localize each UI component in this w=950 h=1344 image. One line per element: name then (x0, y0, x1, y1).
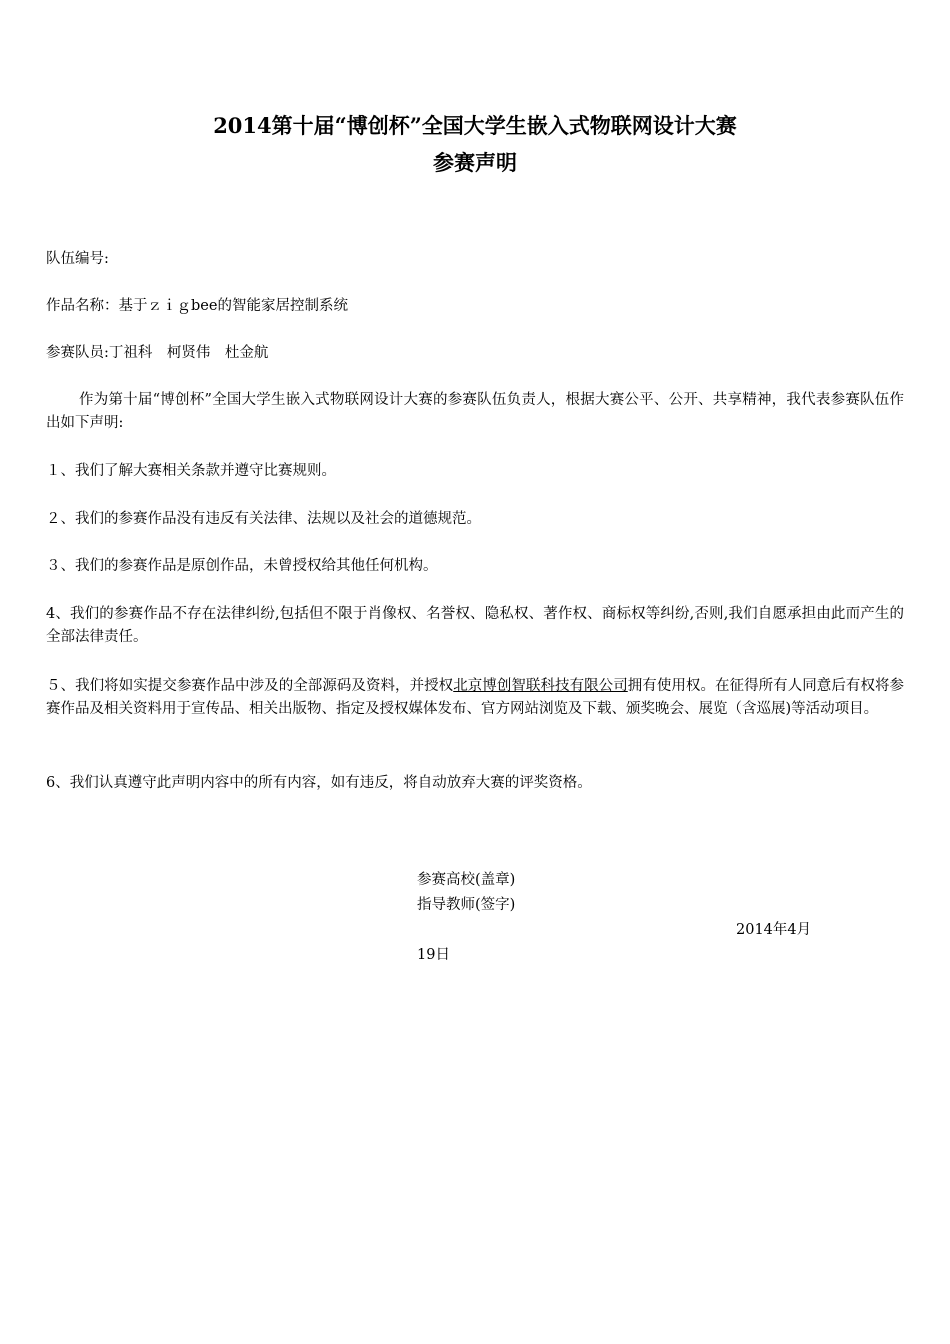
statement-item-5 (46, 675, 904, 721)
signature-date-part2: 19日 (417, 947, 450, 963)
document-subtitle: 参赛声明 (433, 150, 517, 175)
statement-item-3: ３、我们的参赛作品是原创作品，未曾授权给其他任何机构。 (46, 558, 438, 574)
team-number-field: 队伍编号: (46, 251, 109, 267)
school-seal-label: 参赛高校(盖章) (417, 872, 516, 888)
work-name-field: 作品名称：基于ｚｉｇbee的智能家居控制系统 (46, 298, 348, 314)
statement-item-5-text-after: 拥有使用权。在征得所有人同意后有权将参赛作品及相关资料用于宣传品、相关出版物、指定及授权媒体发布、官方网站浏览及下载、颁奖晚会、展览（含巡展)等活动项目。 (46, 678, 905, 717)
team-members-field: 参赛队员:丁祖科 柯贤伟 杜金航 (46, 345, 269, 361)
statement-item-6: 6、我们认真遵守此声明内容中的所有内容，如有违反，将自动放弃大赛的评奖资格。 (46, 775, 592, 791)
document-title: 2014第十届“博创杯”全国大学生嵌入式物联网设计大赛 (213, 113, 737, 138)
statement-item-1: １、我们了解大赛相关条款并遵守比赛规则。 (46, 463, 336, 479)
company-name: 北京博创智联科技有限公司 (453, 678, 628, 694)
signature-date-part1: 2014年4月 (736, 922, 812, 938)
statement-item-4: 4、我们的参赛作品不存在法律纠纷,包括但不限于肖像权、名誉权、隐私权、著作权、商标权等纠纷,否则,我们自愿承担由此而产生的全部法律责任。 (46, 606, 904, 645)
statement-item-5-text-before: ５、我们将如实提交参赛作品中涉及的全部源码及资料，并授权 (46, 678, 454, 694)
statement-item-2: ２、我们的参赛作品没有违反有关法律、法规以及社会的道德规范。 (46, 511, 481, 527)
statement-intro: 作为第十届“博创杯”全国大学生嵌入式物联网设计大赛的参赛队伍负责人，根据大赛公平、公开、共享精神，我代表参赛队伍作出如下声明: (46, 392, 904, 431)
teacher-signature-label: 指导教师(签字) (417, 897, 516, 913)
